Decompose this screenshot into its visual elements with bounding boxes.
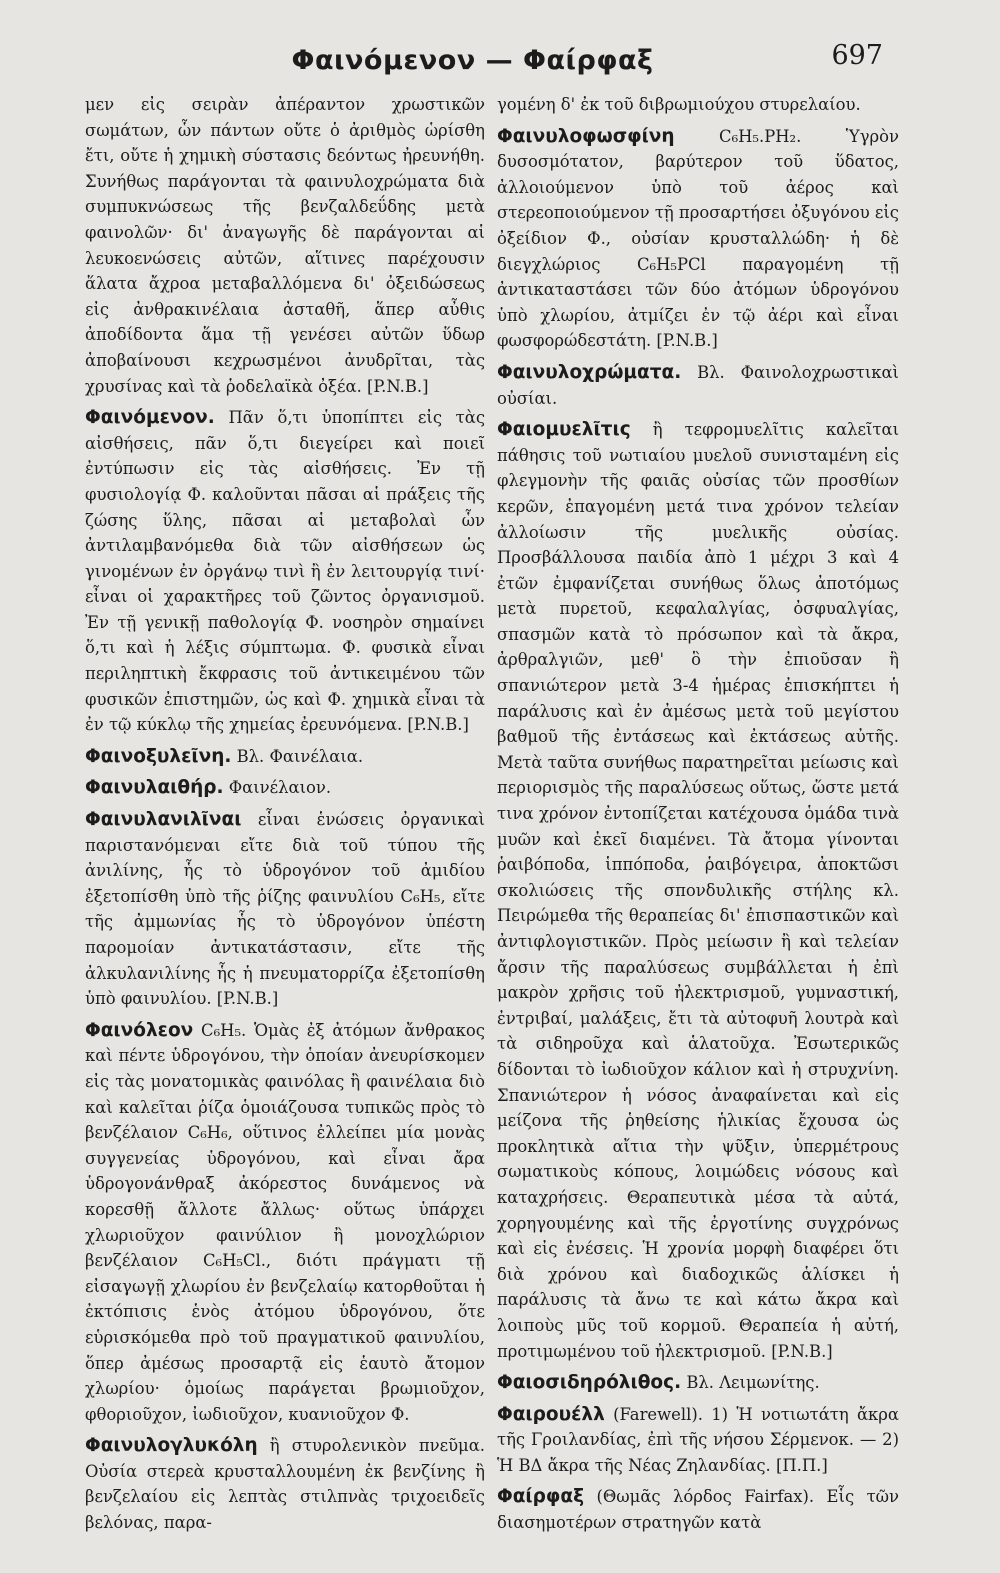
entry-text: Βλ. Φαινέλαια. <box>236 746 364 766</box>
running-head: Φαινόμενον — Φαίρφαξ <box>291 44 654 76</box>
entry-text: Βλ. Φαινολοχρωστικαὶ οὐσίαι. <box>497 362 899 408</box>
entry <box>497 1370 899 1396</box>
entry-headword: Φαινυλοφωσφίνη <box>497 125 675 147</box>
entry-headword: Φαιρουέλλ <box>497 1403 605 1425</box>
entry <box>85 807 485 1012</box>
entry-text: Φαινέλαιον. <box>228 778 332 798</box>
entry-headword: Φαινυλανιλῖναι <box>85 809 242 831</box>
entry-continuation <box>85 92 485 399</box>
entry <box>85 775 485 801</box>
entry-headword: Φαινυλογλυκόλη <box>85 1435 258 1457</box>
entry-headword: Φαίρφαξ <box>497 1486 584 1508</box>
entry-text: εἶναι ἑνώσεις ὀργανικαὶ παριστανόμεναι εἴτε διὰ τοῦ τύπου τῆς ἀνιλίνης, ἧς τὸ ὑδρογόνον τοῦ ἀμιδίου ἐξετοπίσθη ὑπὸ τῆς ῥίζης φαινυλίου C₆H₅, εἴτε τῆς ἀμμωνίας ἧς τὸ ὑδρογόνον ὑπέστη παρομοίαν ἀντικατάστασιν, εἴτε τῆς ἀλκυλανιλίνης ἧς ἡ πνευματορρίζα ἐξετοπίσθη ὑπὸ φαινυλίου. [P.N.B.] <box>85 810 485 1009</box>
entry-text: μεν εἰς σειρὰν ἀπέραντον χρωστικῶν σωμάτων, ὧν πάντων οὔτε ὁ ἀριθμὸς ὡρίσθη ἔτι, οὔτε ἡ χημικὴ σύστασις δεόντως ἠρευνήθη. Συνήθως παράγονται τὰ φαινυλοχρώματα διὰ συμπυκνώσεως τῆς βενζαλδεΰδης μετὰ φαινολῶν· δι' ἀναγωγῆς δὲ παράγονται αἱ λευκοενώσεις αὐτῶν, αἵτινες παρέχουσιν ἅλατα ἄχροα μεταβαλλόμενα δι' ὀξειδώσεως εἰς ἀνθρακινέλαια ἀσταθῆ, ἅπερ αὖθις ἀποδίδοντα ἅμα τῇ γενέσει αὐτῶν ὕδωρ ἀποβαίνουσι κεχρωσμένοι ἀνυδρῖται, τὰς χρυσίνας καὶ τὰ ῥοδελαϊκὰ ὀξέα. [P.N.B.] <box>85 95 485 396</box>
entry <box>85 405 485 738</box>
entry-text: C₆H₅. Ὁμὰς ἐξ ἀτόμων ἄνθρακος καὶ πέντε ὑδρογόνου, τὴν ὁποίαν ἀνευρίσκομεν εἰς τὰς μονατομικὰς φαινόλας ἢ φαινέλαια διὸ καὶ καλεῖται ῥίζα ὁμοιάζουσα τυπικῶς πρὸς τὸ βενζέλαιον C₆H₆, οὕτινος ἐλλείπει μία μονὰς συγγενείας ὑδρογόνου, καὶ εἶναι ἄρα ὑδρογονάνθραξ ἀκόρεστος δυνάμενος νὰ κορεσθῇ ἄλλοτε ἄλλως· οὕτως ὑπάρχει χλωριοῦχον φαινύλιον ἢ μονοχλώριον βενζέλαιον C₆H₅Cl., διότι πράγματι τῇ εἰσαγωγῇ χλωρίου ἐν βενζελαίῳ κατορθοῦται ἡ ἐκτόπισις ἑνὸς ἀτόμου ὑδρογόνου, ὅτε εὑρισκόμεθα πρὸ τοῦ πραγματικοῦ φαινυλίου, ὅπερ ἀμέσως προσαρτᾷ εἰς ἑαυτὸ ἄτομον χλωρίου· ὁμοίως παράγεται βρωμιοῦχον, φθοριοῦχον, ἰωδιοῦχον, κυανιοῦχον Φ. <box>85 1020 485 1424</box>
left-column <box>85 92 485 1536</box>
right-column <box>497 92 899 1536</box>
entry-continuation <box>497 92 899 118</box>
entry-text: ἢ στυρολενικὸν πνεῦμα. Οὐσία στερεὰ κρυσταλλουμένη ἐκ βενζίνης ἢ βενζελαίου εἰς λεπτὰς στιλπνὰς τριχοειδεῖς βελόνας, παρα- <box>85 1436 485 1533</box>
entry-headword: Φαινόλεον <box>85 1019 194 1041</box>
entry-text: Βλ. Λειμωνίτης. <box>686 1373 820 1393</box>
entry <box>85 1018 485 1428</box>
entry <box>497 124 899 354</box>
entry-headword: Φαιοσιδηρόλιθος. <box>497 1372 682 1394</box>
entry-text: C₆H₅.PH₂. Ὑγρὸν δυσοσμότατον, βαρύτερον τοῦ ὕδατος, ἀλλοιούμενον ὑπὸ τοῦ ἀέρος καὶ στερεοποιούμενον τῇ προσαρτήσει ὀξυγόνου εἰς ὀξείδιον Φ., οὐσίαν κρυσταλλώδη· ἡ δὲ διεγχλώριος C₆H₅PCl παραγομένη τῇ ἀντικαταστάσει τῶν δύο ἀτόμων ὑδρογόνου ὑπὸ χλωρίου, ἀτμίζει ἐν τῷ ἀέρι καὶ εἶναι φωσφορώδεστάτη. [P.N.B.] <box>497 126 899 351</box>
entry <box>85 744 485 770</box>
entry-text: (Θωμᾶς λόρδος Fairfax). Εἷς τῶν διασημοτέρων στρατηγῶν κατὰ <box>497 1487 899 1533</box>
entry-headword: Φαινυλαιθήρ. <box>85 777 224 799</box>
entry <box>497 360 899 411</box>
entry <box>85 1433 485 1535</box>
entry <box>497 417 899 1364</box>
entry-headword: Φαιομυελῖτις <box>497 419 631 441</box>
page-number: 697 <box>831 40 883 71</box>
entry-headword: Φαινυλοχρώματα. <box>497 361 682 383</box>
page-header <box>60 40 885 80</box>
entry-text: γομένη δ' ἐκ τοῦ διβρωμιούχου στυρελαίου. <box>497 95 861 114</box>
entry <box>497 1484 899 1535</box>
entry-headword: Φαινόμενον. <box>85 407 215 429</box>
entry <box>497 1402 899 1479</box>
entry-text: Πᾶν ὅ,τι ὑποπίπτει εἰς τὰς αἰσθήσεις, πᾶν ὅ,τι διεγείρει καὶ ποιεῖ ἐντύπωσιν εἰς τὰς αἰσθήσεις. Ἐν τῇ φυσιολογίᾳ Φ. καλοῦνται πᾶσαι αἱ πράξεις τῆς ζώσης ὕλης, πᾶσαι αἱ μεταβολαὶ ὧν ἀντιλαμβανόμεθα διὰ τῶν αἰσθήσεων ὡς γινομένων ἐν ὀργάνῳ τινὶ ἢ ἐν λειτουργίᾳ τινί· εἶναι οἱ χαρακτῆρες τοῦ ζῶντος ὀργανισμοῦ. Ἐν τῇ γενικῇ παθολογίᾳ Φ. νοσηρὸν σημαίνει ὅ,τι καὶ ἡ λέξις σύμπτωμα. Φ. φυσικὰ εἶναι περιληπτικὴ ἔκφρασις τοῦ ἀντικειμένου τῶν φυσικῶν ἐπιστημῶν, ὡς καὶ Φ. χημικὰ εἶναι τὰ ἐν τῷ κύκλῳ τῆς χημείας ἐρευνόμενα. [P.N.B.] <box>85 408 485 735</box>
entry-headword: Φαινοξυλεῖνη. <box>85 745 232 767</box>
entry-text: ἢ τεφρομυελῖτις καλεῖται πάθησις τοῦ νωτιαίου μυελοῦ συνισταμένη εἰς φλεγμονὴν τῆς φαιᾶς οὐσίας τῶν προσθίων κερῶν, ἐπαγομένη μετά τινα χρόνον τελείαν ἀλλοίωσιν τῆς μυελικῆς οὐσίας. Προσβάλλουσα παιδία ἀπὸ 1 μέχρι 3 καὶ 4 ἐτῶν ἐμφανίζεται συνήθως ὅλως ἀποτόμως μετὰ πυρετοῦ, κεφαλαλγίας, ὀσφυαλγίας, σπασμῶν κατὰ τὸ πρόσωπον καὶ τὰ ἄκρα, ἀρθραλγιῶν, μεθ' ὃ τὴν ἐπιοῦσαν ἢ σπανιώτερον μετὰ 3-4 ἡμέρας ἐπισκήπτει ἡ παράλυσις καὶ ἐν ἀμέσως μετὰ τοῦ μεγίστου βαθμοῦ τῆς ἐντάσεως καὶ ἐκτάσεως αὐτῆς. Μετὰ ταῦτα συνήθως παρατηρεῖται μείωσις καὶ περιορισμὸς τῆς παραλύσεως οὕτως, ὥστε μετά τινα χρόνον ἐντοπίζεται κατέχουσα ὁμάδα τινὰ μυῶν καὶ ἐκεῖ διαμένει. Τὰ ἄτομα γίνονται ῥαιβόποδα, ἱππόποδα, ῥαιβόγειρα, ἀποκτῶσι σκολιώσεις τῆς σπονδυλικῆς στήλης κλ. Πειρώμεθα τῆς θεραπείας δι' ἐπισπαστικῶν καὶ ἀντιφλογιστικῶν. Πρὸς μείωσιν ἢ καὶ τελείαν ἄρσιν τῆς παραλύσεως συμβάλλεται ἡ ἐπὶ μακρὸν χρῆσις τοῦ ἠλεκτρισμοῦ, γυμναστική, ἐντριβαί, μαλάξεις, ἔτι τὰ αὐτοφυῆ λουτρὰ καὶ τὰ σιδηροῦχα καὶ ἁλατοῦχα. Ἐσωτερικῶς δίδονται τὸ ἰωδιοῦχον κάλιον καὶ ἡ στρυχνίνη. Σπανιώτερον ἡ νόσος ἀναφαίνεται καὶ εἰς μείζονα τῆς ῥηθείσης ἡλικίας ἔχουσα ὡς προκλητικὰ αἴτια τὴν ψῦξιν, ὑπερμέτρους σωματικοὺς κόπους, λοιμώδεις νόσους καὶ καταχρήσεις. Θεραπευτικὰ μέσα τὰ αὐτά, χορηγουμένης καὶ τῆς ἐργοτίνης συγχρόνως καὶ εἰς ἐνέσεις. Ἡ χρονία μορφὴ διαφέρει ὅτι διὰ χρόνου καὶ διαδοχικῶς ἁλίσκει ἡ παράλυσις τὰ ἄνω τε καὶ κάτω ἄκρα καὶ λοιποὺς μῦς τοῦ κορμοῦ. Θεραπεία ἡ αὐτή, προτιμωμένου τοῦ ἠλεκτρισμοῦ. [P.N.B.] <box>497 420 900 1361</box>
entry-text: (Farewell). 1) Ἡ νοτιωτάτη ἄκρα τῆς Γροιλανδίας, ἐπὶ τῆς νήσου Σέρμενοκ. — 2) Ἡ ΒΔ ἄκρα τῆς Νέας Ζηλανδίας. [Π.Π.] <box>497 1404 899 1475</box>
